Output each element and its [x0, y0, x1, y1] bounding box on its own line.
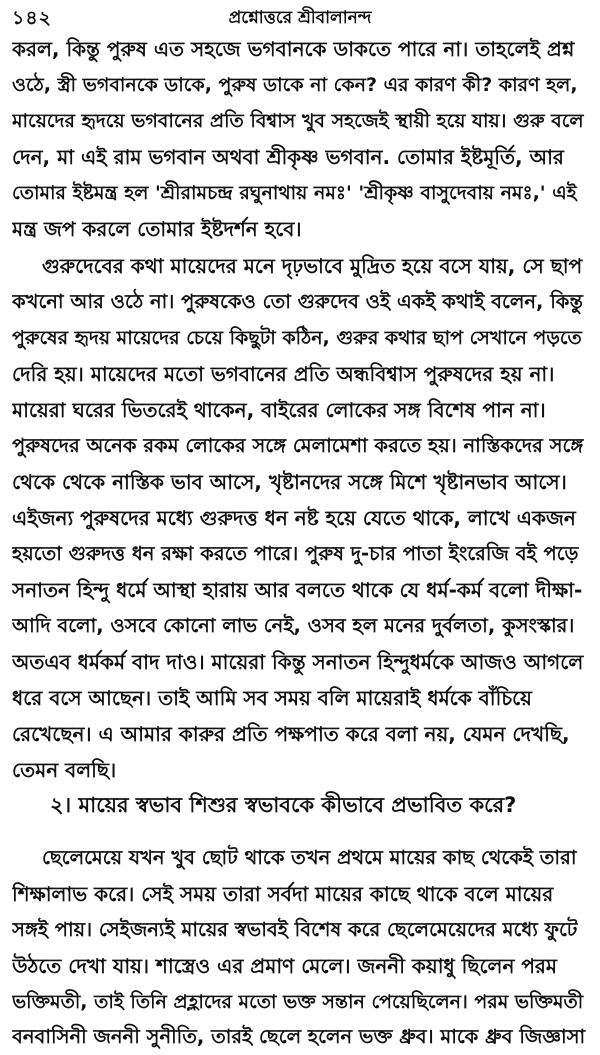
text-line: মায়েদের হৃদয়ে ভগবানের প্রতি বিশ্বাস খুব সহজেই স্থায়ী হয়ে যায়। গুরু বলে: [12, 110, 584, 132]
text-line: মায়েরা ঘরের ভিতরেই থাকেন, বাইরের লোকের সঙ্গ বিশেষ পান না।: [12, 398, 546, 422]
text-line: থেকে থেকে নাস্তিক ভাব আসে, খৃষ্টানদের সঙ্গে মিশে খৃষ্টানভাব আসে।: [12, 470, 567, 494]
text-line: গুরুদেবের কথা মায়েদের মনে দৃঢ়ভাবে মুদ্রিত হয়ে বসে যায়, সে ছাপ: [42, 254, 583, 278]
text-line: সঙ্গই পায়। সেইজন্যই মায়ের স্বভাবই বিশেষ করে ছেলেমেয়েদের মধ্যে ফুটে: [12, 918, 578, 941]
text-line: উঠতে দেখা যায়। শাস্ত্রেও এর প্রমাণ মেলে। জননী কয়াধু ছিলেন পরম: [12, 954, 558, 978]
text-line: ধরে বসে আছেন। তাই আমি সব সময় বলি মায়েরাই ধর্মকে বাঁচিয়ে: [12, 686, 532, 710]
text-line: দেরি হয়। মায়েদের মতো ভগবানের প্রতি অন্ধবিশ্বাস পুরুষদের হয় না।: [12, 362, 555, 386]
text-line: মন্ত্র জপ করলে তোমার ইষ্টদর্শন হবে।: [12, 217, 302, 241]
question-heading: ২। মায়ের স্বভাব শিশুর স্বভাবকে কীভাবে প্রভাবিত করে?: [50, 793, 517, 817]
text-line: কখনো আর ওঠে না। পুরুষকেও তো গুরুদেব ওই একই কথাই বলেন, কিন্তু: [12, 290, 583, 313]
text-line: তোমার ইষ্টমন্ত্র হল 'শ্রীরামচন্দ্র রঘুনাথায় নমঃ' 'শ্রীকৃষ্ণ বাসুদেবায় নমঃ,' এই: [12, 182, 577, 204]
text-line: করল, কিন্তু পুরুষ এত সহজে ভগবানকে ডাকতে পারে না। তাহলেই প্রশ্ন: [12, 37, 575, 61]
text-line: শিক্ষালাভ করে। সেই সময় তারা সর্বদা মায়ের কাছে থাকে বলে মায়ের: [12, 882, 554, 906]
text-line: দেন, মা এই রাম ভগবান অথবা শ্রীকৃষ্ণ ভগবান. তোমার ইষ্টমূর্তি, আর: [12, 145, 564, 169]
text-line: ওঠে, স্ত্রী ভগবানকে ডাকে, পুরুষ ডাকে না কেন? এর কারণ কী? কারণ হল,: [12, 74, 578, 96]
text-line: এইজন্য পুরুষদের মধ্যে গুরুদত্ত ধন নষ্ট হয়ে যেতে থাকে, লাখে একজন: [12, 506, 576, 530]
text-line: বনবাসিনী জননী সুনীতি, তারই ছেলে হলেন ভক্ত ধ্রুব। মাকে ধ্রুব জিজ্ঞাসা: [12, 1025, 586, 1048]
text-line: রেখেছেন। এ আমার কারুর প্রতি পক্ষপাত করে বলা নয়, যেমন দেখছি,: [12, 722, 570, 746]
text-line: সনাতন হিন্দু ধর্মে আস্থা হারায় আর বলতে থাকে যে ধর্ম-কর্ম বলো দীক্ষা-: [12, 578, 583, 602]
text-line: তেমন বলছি।: [12, 758, 117, 782]
page-header: [12, 4, 588, 30]
text-line: পুরুষদের অনেক রকম লোকের সঙ্গে মেলামেশা করতে হয়। নাস্তিকদের সঙ্গে: [12, 434, 584, 457]
text-line: ভক্তিমতী, তাই তিনি প্রহ্লাদের মতো ভক্ত সন্তান পেয়েছিলেন। পরম ভক্তিমতী: [12, 991, 584, 1013]
text-line: ছেলেমেয়ে যখন খুব ছোট থাকে তখন প্রথমে মায়ের কাছ থেকেই তারা: [42, 846, 577, 869]
page-number: ১৪২: [12, 7, 53, 29]
text-line: হয়তো গুরুদত্ত ধন রক্ষা করতে পারে। পুরুষ দু-চার পাতা ইংরেজি বই পড়ে: [12, 542, 579, 565]
text-line: আদি বলো, ওসবে কোনো লাভ নেই, ওসব হল মনের দুর্বলতা, কুসংস্কার।: [12, 614, 575, 637]
text-line: অতএব ধর্মকর্ম বাদ দাও। মায়েরা কিন্তু সনাতন হিন্দুধর্মকে আজও আগলে: [12, 650, 584, 674]
text-line: পুরুষের হৃদয় মায়েদের চেয়ে কিছুটা কঠিন, গুরুর কথার ছাপ সেখানে পড়তে: [12, 327, 582, 349]
running-title: প্রশ্নোত্তরে শ্রীবালানন্দ: [228, 8, 372, 28]
